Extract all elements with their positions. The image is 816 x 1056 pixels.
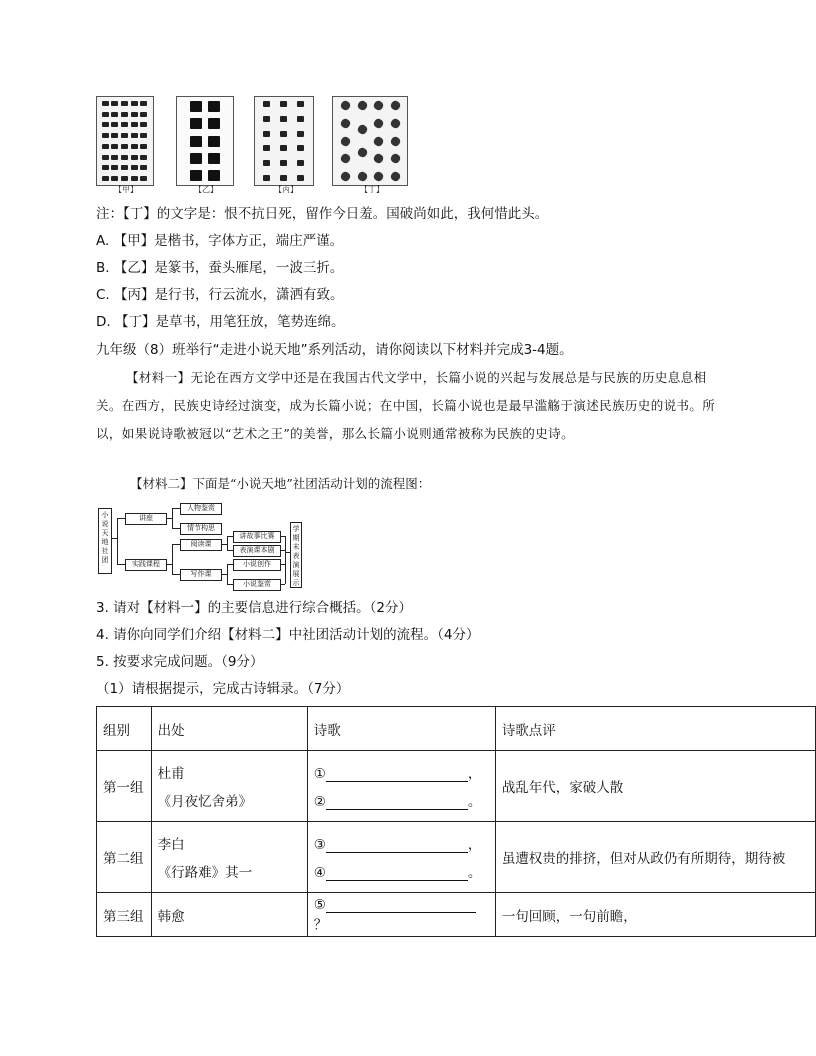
question-5: 5. 按要求完成问题。（9分） [96, 654, 264, 670]
header-group: 组别 [97, 707, 152, 751]
caption-bing: 【丙】 [274, 185, 298, 194]
flow-storytelling: 讲故事比赛 [233, 531, 281, 543]
blank-marker: ⑤ [313, 896, 326, 913]
blank-marker: ② [313, 794, 326, 810]
question-4: 4. 请你向同学们介绍【材料二】中社团活动计划的流程。（4分） [96, 627, 480, 643]
answer-blank[interactable] [326, 912, 476, 913]
material-two: 【材料二】下面是“小说天地”社团活动计划的流程图： [130, 476, 431, 491]
source-author: 韩愈 [157, 908, 185, 925]
flow-root: 小说天地社团 [98, 508, 112, 574]
calligraphy-panel-yi [176, 96, 234, 186]
flow-plot: 情节构思 [180, 523, 222, 535]
blank-end: ， [467, 837, 482, 853]
table-row [97, 751, 816, 822]
answer-blank[interactable] [326, 809, 468, 810]
blank-end: 。 [467, 794, 482, 810]
header-comment: 诗歌点评 [495, 707, 815, 751]
calligraphy-panel-bing [254, 96, 314, 186]
flow-skit: 表演课本剧 [233, 545, 281, 557]
header-source: 出处 [151, 707, 307, 751]
calligraphy-panel-ding [332, 96, 408, 186]
comment-cell: 一句回顾，一句前瞻， [495, 893, 815, 937]
question-5-1: （1）请根据提示，完成古诗辑录。（7分） [96, 681, 350, 697]
source-cell [151, 751, 307, 822]
group-cell: 第三组 [97, 893, 152, 937]
caption-yi: 【乙】 [194, 185, 218, 194]
question-3: 3. 请对【材料一】的主要信息进行综合概括。（2分） [96, 600, 413, 616]
answer-blank[interactable] [326, 852, 468, 853]
option-c: C. 【丙】是行书，行云流水，潇洒有致。 [96, 287, 344, 303]
table-header-row [97, 707, 816, 751]
flow-character: 人物鉴赏 [180, 503, 222, 515]
flow-creation: 小说创作 [233, 559, 281, 571]
blank-end: 。 [467, 865, 482, 881]
flow-lecture: 讲座 [125, 513, 167, 525]
poem-cell [307, 893, 495, 937]
comment-cell: 战乱年代，家破人散 [495, 751, 815, 822]
answer-blank[interactable] [326, 880, 468, 881]
option-b: B. 【乙】是篆书，蚕头雁尾，一波三折。 [96, 260, 344, 276]
material-one: 【材料一】无论在西方文学中还是在我国古代文学中，长篇小说的兴起与发展总是与民族的历史息息相关。在西方，民族史诗经过演变，成为长篇小说；在中国，长篇小说也是最早滥觞于演述民族历史的说书。所以，如果说诗歌被冠以“艺术之王”的美誉，那么长篇小说则通常被称为民族的史诗。 [96, 370, 716, 441]
option-a: A. 【甲】是楷书，字体方正，端庄严谨。 [96, 233, 344, 249]
activity-intro: 九年级（8）班举行“走进小说天地”系列活动，请你阅读以下材料并完成3-4题。 [96, 342, 573, 358]
source-cell [151, 893, 307, 937]
flow-reading: 阅读课 [180, 539, 222, 551]
source-author: 杜甫 [157, 766, 185, 782]
poem-table [96, 706, 816, 937]
answer-blank[interactable] [326, 781, 468, 782]
blank-end: ， [467, 766, 482, 782]
caption-ding: 【丁】 [360, 185, 384, 194]
calligraphy-figure [96, 96, 406, 196]
comment-cell: 虽遭权贵的排挤，但对从政仍有所期待，期待被 [495, 822, 815, 893]
source-cell [151, 822, 307, 893]
poem-cell [307, 751, 495, 822]
table-row [97, 822, 816, 893]
poem-cell [307, 822, 495, 893]
flow-final: 学期末表演展示 [290, 522, 302, 588]
flow-practice: 实践课程 [125, 559, 167, 571]
flow-appreciation: 小说鉴赏 [233, 579, 281, 591]
calligraphy-panel-jia [96, 96, 154, 186]
source-work: 《月夜忆舍弟》 [157, 794, 253, 810]
group-cell: 第一组 [97, 751, 152, 822]
option-d: D. 【丁】是草书，用笔狂放，笔势连绵。 [96, 314, 345, 330]
source-author: 李白 [157, 837, 185, 853]
group-cell: 第二组 [97, 822, 152, 893]
blank-marker: ④ [313, 865, 326, 881]
caption-jia: 【甲】 [114, 185, 138, 194]
blank-marker: ③ [313, 837, 326, 853]
activity-flowchart [96, 502, 306, 590]
blank-end: ？ [313, 916, 328, 933]
header-poem: 诗歌 [307, 707, 495, 751]
figure-note: 注：【丁】的文字是：恨不抗日死，留作今日羞。国破尚如此，我何惜此头。 [96, 206, 549, 222]
table-row [97, 893, 816, 937]
flow-writing: 写作课 [180, 569, 222, 581]
blank-marker: ① [313, 766, 326, 782]
source-work: 《行路难》其一 [157, 865, 253, 881]
